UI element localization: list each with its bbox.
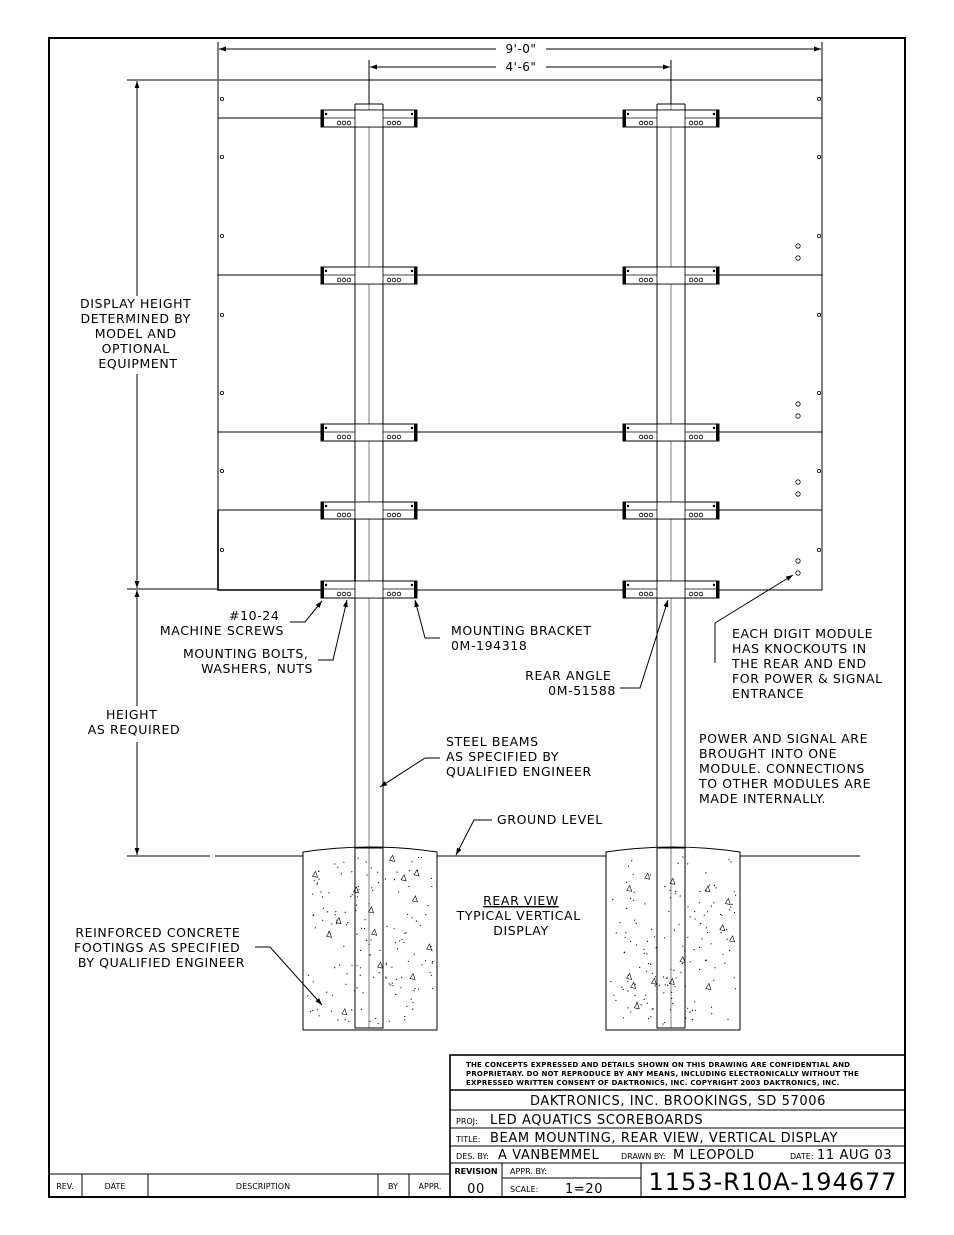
ground-level-label: GROUND LEVEL bbox=[497, 812, 603, 827]
overall-width-text: 9'-0" bbox=[505, 42, 537, 56]
display-height-note: DISPLAY HEIGHT DETERMINED BY MODEL AND OPTIONAL EQUIPMENT bbox=[80, 296, 192, 371]
designed-by: A VANBEMMEL bbox=[498, 1148, 600, 1163]
drawing-title: BEAM MOUNTING, REAR VIEW, VERTICAL DISPLAY bbox=[490, 1131, 839, 1146]
height-as-required-note: HEIGHT AS REQUIRED bbox=[87, 707, 181, 737]
mounting-bracket bbox=[623, 267, 719, 284]
revision-number: 00 bbox=[467, 1182, 485, 1197]
beam-spacing-text: 4'-6" bbox=[505, 60, 537, 74]
concrete-footings bbox=[303, 847, 740, 1030]
mounting-bracket bbox=[321, 581, 417, 598]
view-title: REAR VIEW bbox=[483, 893, 559, 908]
mounting-bracket bbox=[623, 424, 719, 441]
mounting-bracket bbox=[623, 502, 719, 519]
display-face bbox=[218, 80, 822, 590]
date-label: DATE: bbox=[790, 1152, 814, 1161]
mounting-bracket-note: MOUNTING BRACKET 0M-194318 bbox=[451, 623, 592, 653]
date-header: DATE bbox=[104, 1182, 126, 1191]
concrete-footing bbox=[303, 847, 437, 1030]
mounting-bracket bbox=[321, 424, 417, 441]
view-subtitle: TYPICAL VERTICAL DISPLAY bbox=[456, 908, 581, 938]
mounting-bolts-note: MOUNTING BOLTS, WASHERS, NUTS bbox=[182, 646, 313, 676]
revision-label: REVISION bbox=[454, 1167, 498, 1176]
drawing-scale: 1=20 bbox=[565, 1182, 604, 1197]
mounting-bracket bbox=[321, 267, 417, 284]
rear-angle-note: REAR ANGLE 0M-51588 bbox=[525, 668, 616, 698]
concrete-footing bbox=[606, 847, 740, 1030]
mounting-bracket bbox=[321, 110, 417, 127]
mounting-bracket bbox=[623, 110, 719, 127]
scale-label: SCALE: bbox=[510, 1185, 539, 1194]
power-signal-note: POWER AND SIGNAL ARE BROUGHT INTO ONE MODULE. CONNECTIONS TO OTHER MODULES ARE MADE INTERNALLY. bbox=[699, 731, 872, 806]
module-knockouts bbox=[796, 244, 800, 575]
footings-note: REINFORCED CONCRETE FOOTINGS AS SPECIFIED BY QUALIFIED ENGINEER bbox=[74, 925, 245, 970]
drawn-by-label: DRAWN BY: bbox=[621, 1152, 666, 1161]
sheet-border bbox=[49, 38, 905, 1197]
description-header: DESCRIPTION bbox=[235, 1182, 291, 1191]
mounting-bracket bbox=[623, 581, 719, 598]
digit-module-note: EACH DIGIT MODULE HAS KNOCKOUTS IN THE REAR AND END FOR POWER & SIGNAL ENTRANCE bbox=[732, 626, 883, 701]
drawn-by: M LEOPOLD bbox=[673, 1148, 755, 1163]
project-name: LED AQUATICS SCOREBOARDS bbox=[490, 1113, 704, 1128]
proj-label: PROJ: bbox=[456, 1117, 478, 1126]
appr-header: APPR. bbox=[418, 1182, 442, 1191]
machine-screws-note: #10-24 MACHINE SCREWS bbox=[159, 608, 284, 638]
mounting-bracket bbox=[321, 502, 417, 519]
by-header: BY bbox=[388, 1182, 398, 1191]
des-by-label: DES. BY: bbox=[456, 1152, 489, 1161]
mounting-brackets bbox=[321, 110, 719, 598]
drawing-date: 11 AUG 03 bbox=[817, 1148, 893, 1163]
confidential-notice: THE CONCEPTS EXPRESSED AND DETAILS SHOWN ON THIS DRAWING ARE CONFIDENTIAL AND PROPRIETARY. DO NOT REPRODUCE BY ANY MEANS, INCLUDING ELECTRONICALLY WITHOUT THE EXPRESSED WRITTEN CONSENT OF DAKTRONICS, INC. COPYRIGHT 2003 DAKTRONICS, INC. bbox=[466, 1061, 859, 1087]
title-label: TITLE: bbox=[456, 1135, 481, 1144]
appr-by-label: APPR. BY: bbox=[510, 1167, 548, 1176]
drawing-number: 1153-R10A-194677 bbox=[648, 1168, 898, 1196]
beam-spacing-dimension bbox=[369, 60, 671, 104]
rev-header: REV. bbox=[56, 1182, 74, 1191]
company-line: DAKTRONICS, INC. BROOKINGS, SD 57006 bbox=[530, 1094, 826, 1109]
steel-beams-note: STEEL BEAMS AS SPECIFIED BY QUALIFIED ENGINEER bbox=[446, 734, 592, 779]
